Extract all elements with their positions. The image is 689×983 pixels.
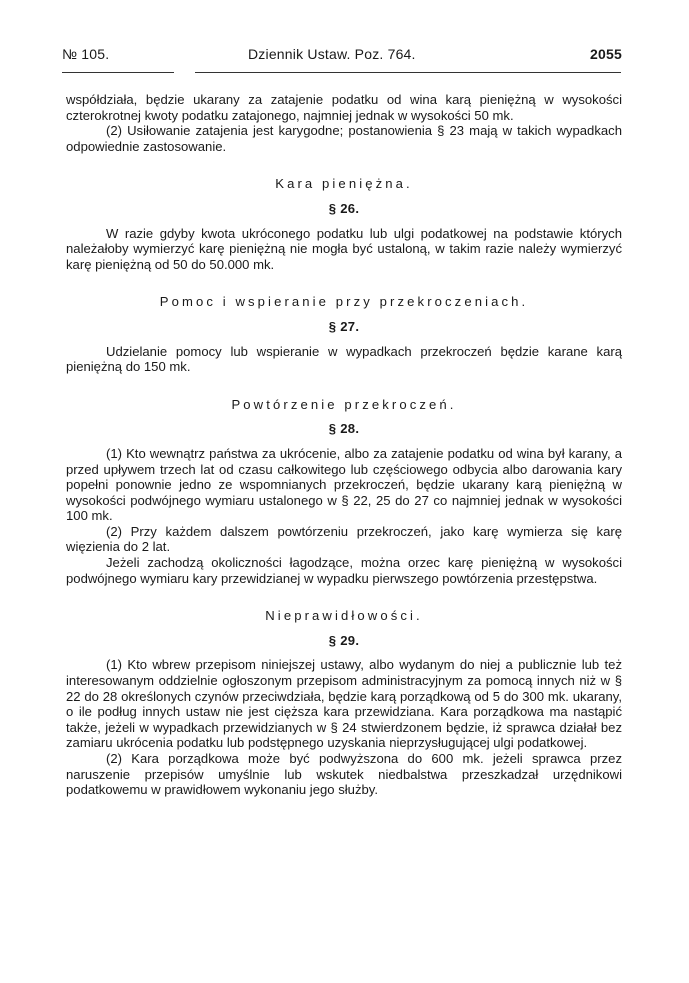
document-body <box>66 92 622 798</box>
issue-number: № 105. <box>62 46 110 62</box>
page-header <box>62 46 622 68</box>
heading-pomoc: Pomoc i wspieranie przy przekroczeniach. <box>159 294 529 310</box>
section-29-title: § 29. <box>328 632 360 648</box>
header-rule-right <box>195 72 621 73</box>
header-rule-left <box>62 72 174 73</box>
section-28-para-2: (2) Przy każdem dalszem powtórzeniu przekroczeń, jako karę wymierza się karę więzienia do 2 lat. <box>66 523 622 555</box>
section-29-para-1: (1) Kto wbrew przepisom niniejszej ustawy, albo wydanym do niej a publicznie lub też interesowanym oddzielnie ogłoszonym przepisom administracyjnym za pomocą innych niż w § 22 do 28 określonych czynów przeciwdziała, będzie karą porządkową od 5 do 300 mk. ukarany, o ile podług innych ustaw nie jest cięższa kara przewidziana. Kara porządkowa ma nastąpić także, jeżeli w wypadkach przewidzianych w § 24 stwierdzonem będzie, iż sprawca działał bez zamiaru ukrócenia podatku lub podstępnego uzyskania nieprzysługującej ulgi podatkowej. <box>66 657 622 751</box>
heading-powtorzenie: Powtórzenie przekroczeń. <box>231 396 457 412</box>
heading-nieprawidlowosci: Nieprawidłowości. <box>265 608 423 624</box>
section-28-para-1: (1) Kto wewnątrz państwa za ukrócenie, albo za zatajenie podatku od wina był karany, a przed upływem trzech lat od czasu całkowitego lub częściowego odbycia albo darowania kary popełni ponownie jedno ze wspomnianych przekroczeń, będzie ukarany karą pieniężną w wysokości podwójnego wymiaru ustalonego w § 22, 25 do 27 co najmniej jednak w wysokości 100 mk. <box>66 445 622 524</box>
section-29-para-2: (2) Kara porządkowa może być podwyższona do 600 mk. jeżeli sprawca przez naruszenie przepisów umyślnie lub wskutek niedbalstwa przeszkadzał urzędnikowi podatkowemu w prawidłowem wykonaniu jego służby. <box>66 751 622 798</box>
section-27-text: Udzielanie pomocy lub wspieranie w wypadkach przekroczeń będzie karane karą pieniężną do 150 mk. <box>66 343 622 375</box>
heading-kara-pieniezna: Kara pieniężna. <box>275 176 413 192</box>
paragraph-continuation: współdziała, będzie ukarany za zatajenie podatku od wina karą pieniężną w wysokości czterokrotnej kwoty podatku zatajonego, najmniej jednak w wysokości 50 mk. <box>66 92 622 123</box>
journal-title: Dziennik Ustaw. Poz. 764. <box>248 46 416 62</box>
section-26-text: W razie gdyby kwota ukróconego podatku lub ulgi podatkowej na podstawie których należałoby wymierzyć karę pieniężną nie mogła być ustaloną, w takim razie należy wymierzyć karę pieniężną od 50 do 50.000 mk. <box>66 225 622 272</box>
section-26-title: § 26. <box>328 200 360 216</box>
section-27-title: § 27. <box>328 318 360 334</box>
paragraph-attempt: (2) Usiłowanie zatajenia jest karygodne; postanowienia § 23 mają w takich wypadkach odpowiednie zastosowanie. <box>66 123 622 154</box>
page-number: 2055 <box>590 46 622 62</box>
section-28-title: § 28. <box>328 421 360 437</box>
section-28-para-3: Jeżeli zachodzą okoliczności łagodzące, można orzec karę pieniężną w wysokości podwójnego wymiaru kary przewidzianej w wypadku pierwszego powtórzenia przestępstwa. <box>66 555 622 586</box>
